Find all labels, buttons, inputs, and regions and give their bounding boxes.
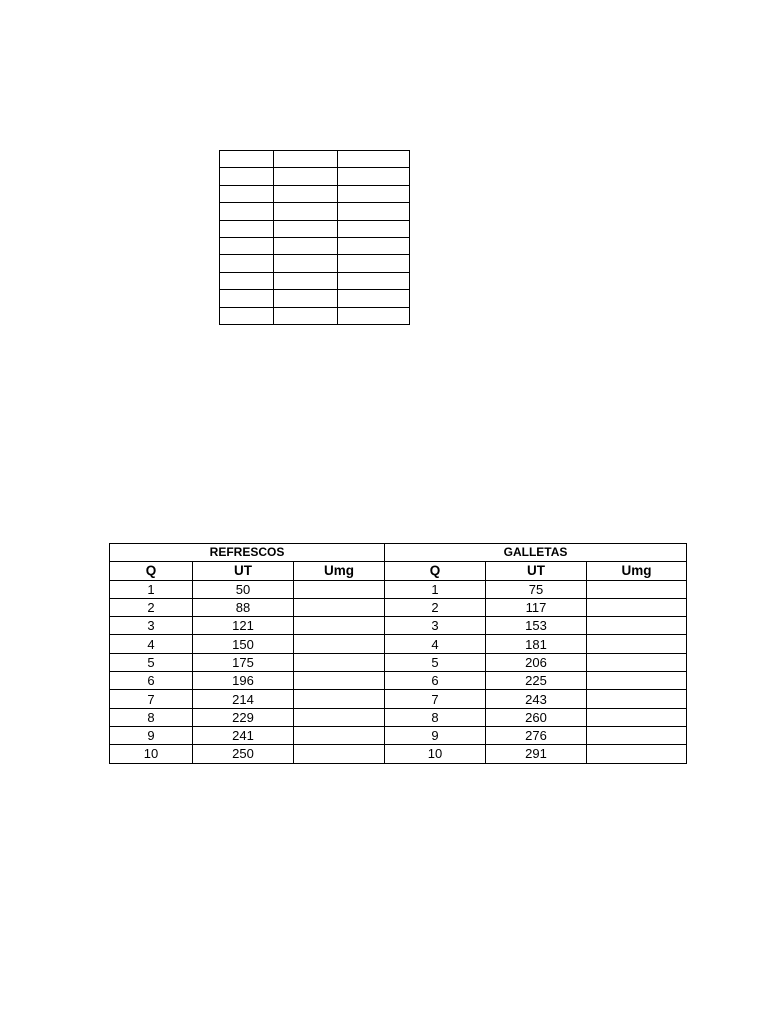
cell-refrescos-umg bbox=[294, 598, 385, 616]
empty-grid-row bbox=[220, 168, 410, 185]
empty-grid-cell bbox=[220, 151, 274, 168]
cell-galletas-umg bbox=[587, 580, 687, 598]
cell-galletas-ut: 225 bbox=[486, 672, 587, 690]
cell-refrescos-umg bbox=[294, 708, 385, 726]
cell-refrescos-ut: 175 bbox=[193, 653, 294, 671]
empty-grid-cell bbox=[274, 307, 338, 324]
cell-refrescos-umg bbox=[294, 617, 385, 635]
group-header-row bbox=[110, 544, 687, 562]
empty-grid-row bbox=[220, 307, 410, 324]
table-row bbox=[110, 598, 687, 616]
cell-refrescos-umg bbox=[294, 726, 385, 744]
empty-grid-row bbox=[220, 272, 410, 289]
cell-galletas-ut: 117 bbox=[486, 598, 587, 616]
empty-grid-cell bbox=[220, 290, 274, 307]
cell-refrescos-umg bbox=[294, 635, 385, 653]
empty-grid-cell bbox=[338, 290, 410, 307]
cell-galletas-umg bbox=[587, 726, 687, 744]
cell-refrescos-ut: 88 bbox=[193, 598, 294, 616]
empty-grid-cell bbox=[274, 185, 338, 202]
empty-grid-row bbox=[220, 220, 410, 237]
empty-grid-row bbox=[220, 290, 410, 307]
cell-refrescos-q: 3 bbox=[110, 617, 193, 635]
cell-refrescos-umg bbox=[294, 580, 385, 598]
cell-refrescos-q: 8 bbox=[110, 708, 193, 726]
empty-grid-row bbox=[220, 151, 410, 168]
table-row bbox=[110, 580, 687, 598]
utility-table-body bbox=[110, 580, 687, 763]
cell-galletas-umg bbox=[587, 745, 687, 763]
group-title-refrescos: REFRESCOS bbox=[110, 544, 385, 562]
empty-grid-cell bbox=[220, 185, 274, 202]
cell-refrescos-ut: 250 bbox=[193, 745, 294, 763]
table-row bbox=[110, 726, 687, 744]
cell-refrescos-q: 6 bbox=[110, 672, 193, 690]
empty-grid-cell bbox=[220, 255, 274, 272]
empty-grid-cell bbox=[274, 220, 338, 237]
cell-galletas-ut: 181 bbox=[486, 635, 587, 653]
table-row bbox=[110, 672, 687, 690]
cell-galletas-q: 2 bbox=[385, 598, 486, 616]
empty-grid-cell bbox=[274, 237, 338, 254]
empty-grid-row bbox=[220, 255, 410, 272]
column-header-umg: Umg bbox=[294, 562, 385, 580]
table-row bbox=[110, 745, 687, 763]
utility-table bbox=[109, 543, 687, 764]
empty-grid-cell bbox=[338, 307, 410, 324]
cell-galletas-q: 5 bbox=[385, 653, 486, 671]
empty-grid-cell bbox=[274, 255, 338, 272]
cell-galletas-q: 7 bbox=[385, 690, 486, 708]
cell-galletas-ut: 243 bbox=[486, 690, 587, 708]
cell-refrescos-q: 10 bbox=[110, 745, 193, 763]
cell-refrescos-umg bbox=[294, 653, 385, 671]
column-header-q: Q bbox=[385, 562, 486, 580]
cell-galletas-q: 8 bbox=[385, 708, 486, 726]
empty-grid-cell bbox=[338, 151, 410, 168]
column-header-ut: UT bbox=[193, 562, 294, 580]
cell-refrescos-ut: 121 bbox=[193, 617, 294, 635]
column-header-ut: UT bbox=[486, 562, 587, 580]
empty-grid-cell bbox=[338, 185, 410, 202]
table-row bbox=[110, 653, 687, 671]
empty-grid-cell bbox=[220, 203, 274, 220]
table-row bbox=[110, 708, 687, 726]
cell-galletas-umg bbox=[587, 653, 687, 671]
empty-grid-body bbox=[220, 151, 410, 325]
cell-refrescos-q: 7 bbox=[110, 690, 193, 708]
cell-refrescos-ut: 229 bbox=[193, 708, 294, 726]
cell-refrescos-q: 1 bbox=[110, 580, 193, 598]
cell-galletas-umg bbox=[587, 617, 687, 635]
cell-galletas-ut: 153 bbox=[486, 617, 587, 635]
cell-refrescos-ut: 50 bbox=[193, 580, 294, 598]
cell-galletas-ut: 291 bbox=[486, 745, 587, 763]
cell-galletas-ut: 206 bbox=[486, 653, 587, 671]
empty-grid-cell bbox=[220, 168, 274, 185]
empty-grid-cell bbox=[338, 168, 410, 185]
cell-galletas-ut: 260 bbox=[486, 708, 587, 726]
empty-grid-cell bbox=[338, 237, 410, 254]
cell-refrescos-q: 5 bbox=[110, 653, 193, 671]
cell-galletas-q: 1 bbox=[385, 580, 486, 598]
cell-refrescos-q: 4 bbox=[110, 635, 193, 653]
empty-grid-row bbox=[220, 237, 410, 254]
cell-galletas-ut: 276 bbox=[486, 726, 587, 744]
empty-grid-cell bbox=[338, 272, 410, 289]
empty-grid-cell bbox=[274, 203, 338, 220]
empty-grid-cell bbox=[220, 220, 274, 237]
group-title-galletas: GALLETAS bbox=[385, 544, 687, 562]
cell-galletas-q: 6 bbox=[385, 672, 486, 690]
empty-grid-cell bbox=[274, 151, 338, 168]
empty-grid-cell bbox=[338, 203, 410, 220]
cell-refrescos-umg bbox=[294, 672, 385, 690]
column-header-q: Q bbox=[110, 562, 193, 580]
empty-grid-cell bbox=[220, 272, 274, 289]
empty-grid-row bbox=[220, 203, 410, 220]
cell-refrescos-ut: 150 bbox=[193, 635, 294, 653]
empty-grid-row bbox=[220, 185, 410, 202]
cell-refrescos-ut: 196 bbox=[193, 672, 294, 690]
empty-grid-cell bbox=[220, 307, 274, 324]
empty-grid-cell bbox=[338, 255, 410, 272]
cell-galletas-q: 3 bbox=[385, 617, 486, 635]
column-header-row bbox=[110, 562, 687, 580]
cell-galletas-umg bbox=[587, 708, 687, 726]
empty-grid-cell bbox=[274, 272, 338, 289]
cell-refrescos-ut: 214 bbox=[193, 690, 294, 708]
empty-grid-cell bbox=[274, 168, 338, 185]
empty-grid-cell bbox=[220, 237, 274, 254]
empty-grid-cell bbox=[338, 220, 410, 237]
cell-galletas-umg bbox=[587, 690, 687, 708]
table-row bbox=[110, 690, 687, 708]
table-row bbox=[110, 617, 687, 635]
empty-grid bbox=[219, 150, 410, 325]
cell-galletas-umg bbox=[587, 672, 687, 690]
cell-galletas-umg bbox=[587, 598, 687, 616]
cell-galletas-q: 10 bbox=[385, 745, 486, 763]
cell-refrescos-ut: 241 bbox=[193, 726, 294, 744]
table-row bbox=[110, 635, 687, 653]
cell-galletas-ut: 75 bbox=[486, 580, 587, 598]
cell-refrescos-q: 9 bbox=[110, 726, 193, 744]
cell-refrescos-umg bbox=[294, 745, 385, 763]
cell-refrescos-q: 2 bbox=[110, 598, 193, 616]
cell-galletas-q: 4 bbox=[385, 635, 486, 653]
cell-galletas-q: 9 bbox=[385, 726, 486, 744]
cell-galletas-umg bbox=[587, 635, 687, 653]
cell-refrescos-umg bbox=[294, 690, 385, 708]
column-header-umg: Umg bbox=[587, 562, 687, 580]
empty-grid-cell bbox=[274, 290, 338, 307]
